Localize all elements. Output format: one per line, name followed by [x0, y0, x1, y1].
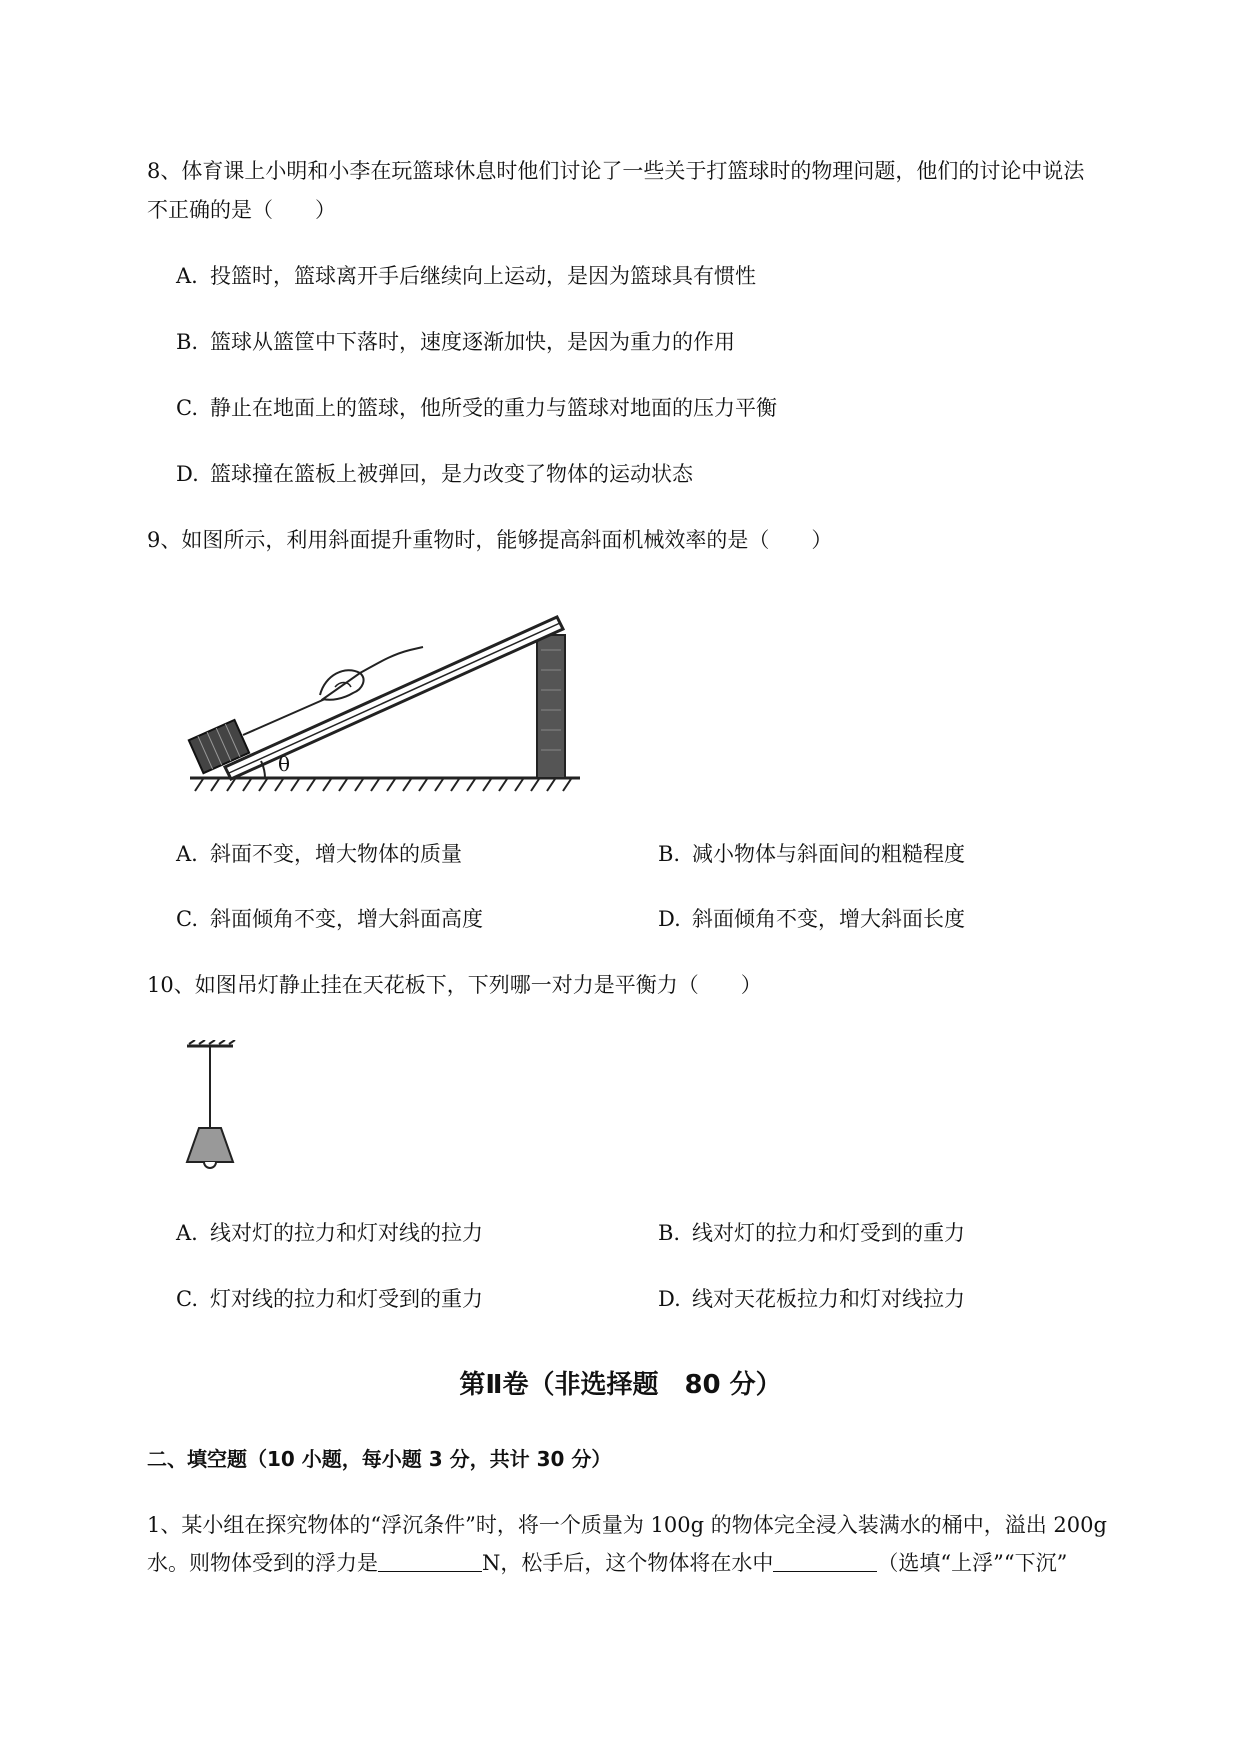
angle-label: θ — [278, 752, 291, 776]
option-text: 投篮时，篮球离开手后继续向上运动，是因为篮球具有惯性 — [210, 264, 756, 288]
ceiling-hatching — [189, 1040, 235, 1044]
option-text: 斜面倾角不变，增大斜面高度 — [210, 907, 483, 931]
lamp-shade — [187, 1128, 233, 1162]
q8-stem-line2: 不正确的是（ ） — [147, 198, 336, 222]
fill1-line2 — [147, 1549, 1067, 1577]
q8-option-c — [176, 394, 777, 422]
option-letter: B. — [176, 330, 199, 354]
option-text: 篮球撞在篮板上被弹回，是力改变了物体的运动状态 — [210, 462, 693, 486]
option-text: 静止在地面上的篮球，他所受的重力与篮球对地面的压力平衡 — [210, 396, 777, 420]
option-letter: C. — [176, 907, 198, 931]
answer-blank-2[interactable] — [773, 1549, 877, 1572]
q10-option-b — [658, 1219, 965, 1247]
option-text: 线对灯的拉力和灯对线的拉力 — [210, 1221, 483, 1245]
option-letter: D. — [658, 907, 681, 931]
option-letter: B. — [658, 1221, 681, 1245]
q9-option-c — [176, 905, 483, 933]
lamp-bulb — [204, 1162, 216, 1168]
q8-option-d — [176, 460, 693, 488]
option-letter: B. — [658, 842, 681, 866]
fill1-line1: 1、某小组在探究物体的“浮沉条件”时，将一个质量为 100g 的物体完全浸入装满水的桶中，溢出 200g — [147, 1513, 1107, 1537]
fill1-text-a: 水。则物体受到的浮力是 — [147, 1551, 378, 1575]
q9-option-d — [658, 905, 965, 933]
answer-blank-1[interactable] — [378, 1549, 482, 1572]
part2-title: 第Ⅱ卷（非选择题 80 分） — [459, 1370, 782, 1400]
q9-option-b — [658, 840, 965, 868]
q10-stem: 10、如图吊灯静止挂在天花板下，下列哪一对力是平衡力（ ） — [147, 973, 762, 997]
q10-option-c — [176, 1285, 483, 1313]
ground-hatching — [195, 779, 571, 791]
incline-figure — [185, 595, 585, 805]
option-letter: D. — [176, 462, 199, 486]
q8-option-b — [176, 328, 735, 356]
fill1-text-c: （选填“上浮”“下沉” — [877, 1551, 1068, 1575]
option-text: 篮球从篮筐中下落时，速度逐渐加快，是因为重力的作用 — [210, 330, 735, 354]
option-letter: C. — [176, 396, 198, 420]
option-text: 灯对线的拉力和灯受到的重力 — [210, 1287, 483, 1311]
option-letter: C. — [176, 1287, 198, 1311]
q10-option-a — [176, 1219, 483, 1247]
q8-stem-line1: 8、体育课上小明和小李在玩篮球休息时他们讨论了一些关于打篮球时的物理问题，他们的讨论中说法 — [147, 159, 1085, 183]
option-letter: A. — [176, 1221, 198, 1245]
option-text: 线对灯的拉力和灯受到的重力 — [692, 1221, 965, 1245]
option-letter: A. — [176, 842, 198, 866]
q9-stem: 9、如图所示，利用斜面提升重物时，能够提高斜面机械效率的是（ ） — [147, 528, 833, 552]
hanging-lamp-figure — [175, 1040, 245, 1180]
section2-heading: 二、填空题（10 小题，每小题 3 分，共计 30 分） — [147, 1447, 612, 1471]
fill1-text-b: N，松手后，这个物体将在水中 — [482, 1551, 774, 1575]
q10-option-d — [658, 1285, 965, 1313]
option-text: 减小物体与斜面间的粗糙程度 — [692, 842, 965, 866]
option-text: 线对天花板拉力和灯对线拉力 — [692, 1287, 965, 1311]
option-letter: D. — [658, 1287, 681, 1311]
option-letter: A. — [176, 264, 198, 288]
option-text: 斜面不变，增大物体的质量 — [210, 842, 462, 866]
q8-option-a — [176, 262, 756, 290]
option-text: 斜面倾角不变，增大斜面长度 — [692, 907, 965, 931]
support-post — [537, 635, 565, 778]
q9-option-a — [176, 840, 462, 868]
